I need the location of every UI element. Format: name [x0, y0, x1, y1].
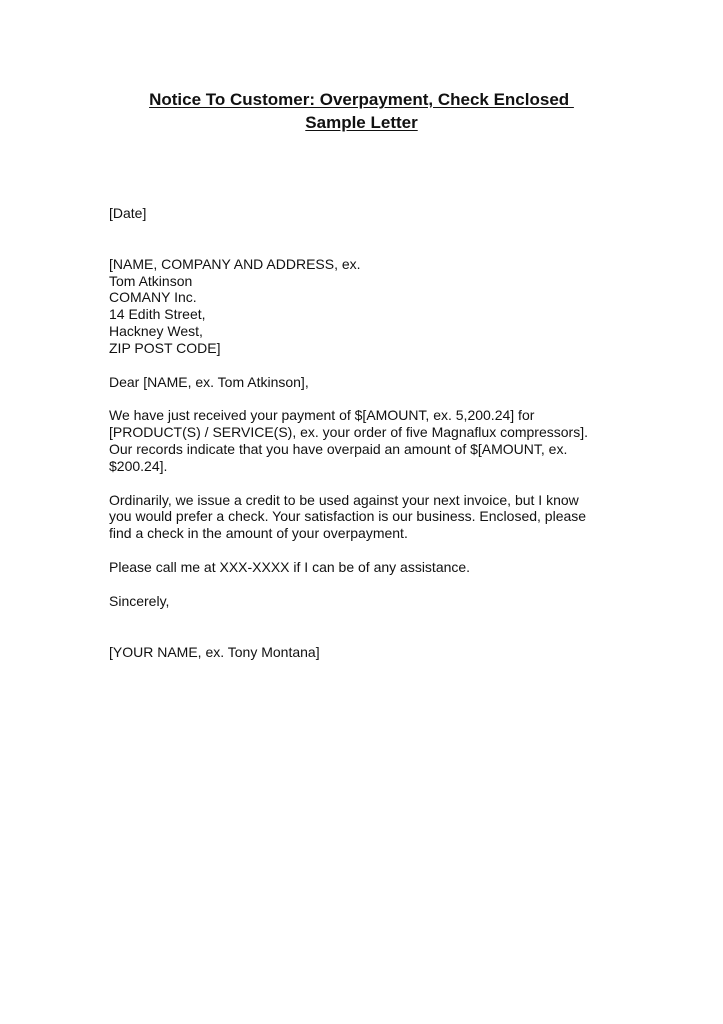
spacer [109, 610, 629, 644]
recipient-line: Tom Atkinson [109, 272, 193, 289]
paragraph-call: Please call me at XXX-XXXX if I can be of any assistance. [109, 558, 471, 575]
closing: Sincerely, [109, 592, 170, 609]
signature-name: [YOUR NAME, ex. Tony Montana] [109, 643, 320, 660]
spacer [109, 222, 629, 256]
paragraph-line: find a check in the amount of your overpayment. [109, 525, 408, 542]
recipient-address [109, 256, 629, 357]
spacer [109, 542, 629, 559]
paragraph-line: you would prefer a check. Your satisfaction is our business. Enclosed, please [109, 508, 587, 525]
title-block [0, 88, 723, 134]
recipient-line: Hackney West, [109, 322, 203, 339]
letter-body [109, 205, 629, 660]
document-title: Notice To Customer: Overpayment, Check Enclosed [149, 90, 574, 109]
spacer [109, 357, 629, 374]
paragraph-line: Our records indicate that you have overpaid an amount of $[AMOUNT, ex. [109, 440, 568, 457]
recipient-line: COMANY Inc. [109, 289, 197, 306]
document-subtitle: Sample Letter [305, 113, 418, 132]
paragraph-line: [PRODUCT(S) / SERVICE(S), ex. your order of five Magnaflux compressors]. [109, 424, 588, 441]
paragraph-line: We have just received your payment of $[AMOUNT, ex. 5,200.24] for [109, 407, 535, 424]
recipient-line: 14 Edith Street, [109, 306, 206, 323]
spacer [109, 390, 629, 407]
paragraph-credit [109, 492, 629, 542]
spacer [109, 576, 629, 593]
spacer [109, 475, 629, 492]
paragraph-line: $200.24]. [109, 457, 168, 474]
salutation: Dear [NAME, ex. Tom Atkinson], [109, 373, 309, 390]
recipient-line: ZIP POST CODE] [109, 339, 221, 356]
paragraph-line: Ordinarily, we issue a credit to be used against your next invoice, but I know [109, 491, 579, 508]
recipient-line: [NAME, COMPANY AND ADDRESS, ex. [109, 255, 361, 272]
paragraph-payment [109, 407, 629, 474]
date-line: [Date] [109, 205, 147, 221]
